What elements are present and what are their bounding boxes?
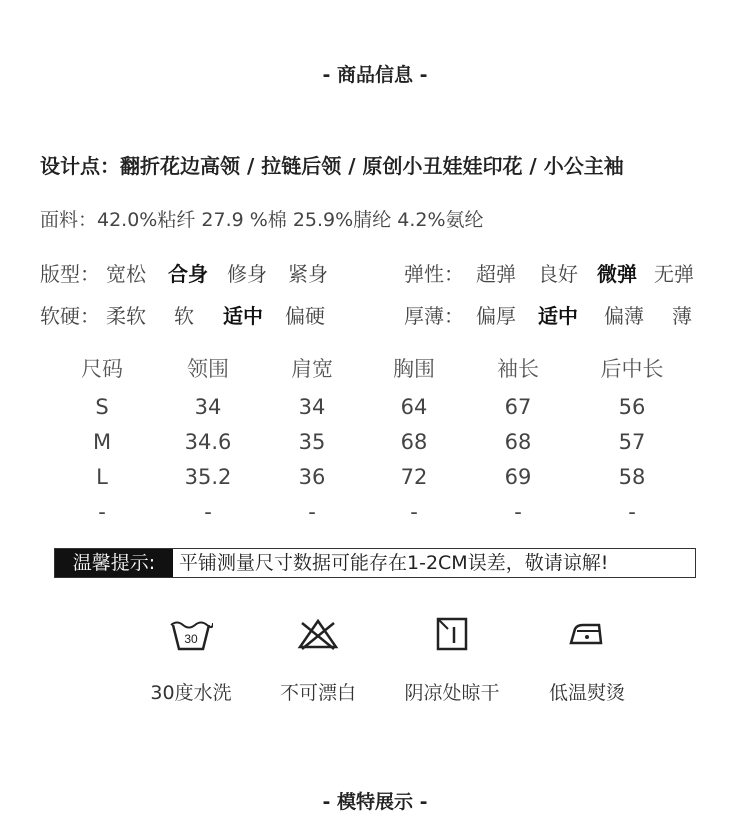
size-table-cell: - bbox=[514, 500, 522, 524]
size-table-cell: S bbox=[95, 395, 109, 419]
elasticity-option: 良好 bbox=[538, 262, 578, 286]
elasticity-option: 超弹 bbox=[476, 262, 516, 286]
care-label: 30度水洗 bbox=[150, 682, 232, 704]
thickness-option: 适中 bbox=[538, 304, 578, 328]
softness-option: 适中 bbox=[223, 304, 263, 328]
size-table-cell: 34 bbox=[194, 395, 222, 419]
size-table-cell: 69 bbox=[504, 465, 532, 489]
care-label: 不可漂白 bbox=[279, 682, 356, 704]
low-temp-iron-icon bbox=[565, 615, 609, 653]
fit-option: 合身 bbox=[168, 262, 208, 286]
care-item-iron bbox=[517, 615, 657, 705]
size-table-cell: 72 bbox=[400, 465, 428, 489]
size-table-cell: 34 bbox=[298, 395, 326, 419]
fabric-composition: 面料：42.0%粘纤 27.9 %棉 25.9%腈纶 4.2%氨纶 bbox=[40, 209, 484, 231]
softness-option: 软 bbox=[174, 304, 194, 328]
softness-label: 软硬： bbox=[40, 304, 100, 328]
section-title-model: - 模特展示 - bbox=[322, 791, 428, 813]
care-item-bleach bbox=[248, 615, 388, 705]
size-table-cell: 64 bbox=[400, 395, 428, 419]
size-table-cell: 35 bbox=[298, 430, 326, 454]
size-table-cell: 34.6 bbox=[184, 430, 232, 454]
elasticity-option: 微弹 bbox=[597, 262, 637, 286]
thickness-option: 偏薄 bbox=[604, 304, 644, 328]
size-table-cell: 57 bbox=[618, 430, 646, 454]
care-label: 阴凉处晾干 bbox=[404, 682, 500, 704]
care-item-wash bbox=[121, 615, 261, 705]
size-table-cell: 68 bbox=[400, 430, 428, 454]
size-table-cell: - bbox=[308, 500, 316, 524]
softness-option: 偏硬 bbox=[285, 304, 325, 328]
thickness-option: 偏厚 bbox=[476, 304, 516, 328]
size-table-header: 后中长 bbox=[600, 357, 664, 381]
size-table-header: 尺码 bbox=[81, 357, 123, 381]
notice-text: 平铺测量尺寸数据可能存在1-2CM误差，敬请谅解! bbox=[179, 552, 609, 574]
thickness-label: 厚薄： bbox=[404, 304, 464, 328]
size-table-cell: 58 bbox=[618, 465, 646, 489]
size-table-cell: 56 bbox=[618, 395, 646, 419]
size-table-cell: - bbox=[204, 500, 212, 524]
wash-30-icon bbox=[169, 615, 213, 653]
design-points: 设计点：翻折花边高领 / 拉链后领 / 原创小丑娃娃印花 / 小公主袖 bbox=[40, 154, 624, 178]
size-table-header: 袖长 bbox=[497, 357, 539, 381]
measurement-notice bbox=[54, 548, 696, 578]
size-table-header: 领围 bbox=[187, 357, 229, 381]
size-table-cell: 36 bbox=[298, 465, 326, 489]
elasticity-label: 弹性： bbox=[404, 262, 464, 286]
size-table-cell: L bbox=[96, 465, 108, 489]
section-title-product-info: - 商品信息 - bbox=[322, 64, 428, 86]
size-table-cell: M bbox=[92, 430, 112, 454]
fit-option: 修身 bbox=[227, 262, 267, 286]
thickness-option: 薄 bbox=[672, 304, 692, 328]
dry-in-shade-icon bbox=[430, 615, 474, 653]
fit-label: 版型： bbox=[40, 262, 100, 286]
size-table-cell: 35.2 bbox=[184, 465, 232, 489]
softness-option: 柔软 bbox=[106, 304, 146, 328]
size-table-cell: - bbox=[410, 500, 418, 524]
size-table-cell: - bbox=[628, 500, 636, 524]
care-item-dry bbox=[382, 615, 522, 705]
size-table-header: 胸围 bbox=[393, 357, 435, 381]
fit-option: 紧身 bbox=[288, 262, 328, 286]
size-table-cell: 67 bbox=[504, 395, 532, 419]
svg-text:30: 30 bbox=[184, 632, 198, 646]
size-table-header: 肩宽 bbox=[291, 357, 333, 381]
size-table-cell: - bbox=[98, 500, 106, 524]
size-table-cell: 68 bbox=[504, 430, 532, 454]
notice-label: 温馨提示: bbox=[55, 549, 173, 577]
elasticity-option: 无弹 bbox=[654, 262, 694, 286]
fit-option: 宽松 bbox=[106, 262, 146, 286]
care-label: 低温熨烫 bbox=[548, 682, 625, 704]
no-bleach-icon bbox=[296, 615, 340, 653]
